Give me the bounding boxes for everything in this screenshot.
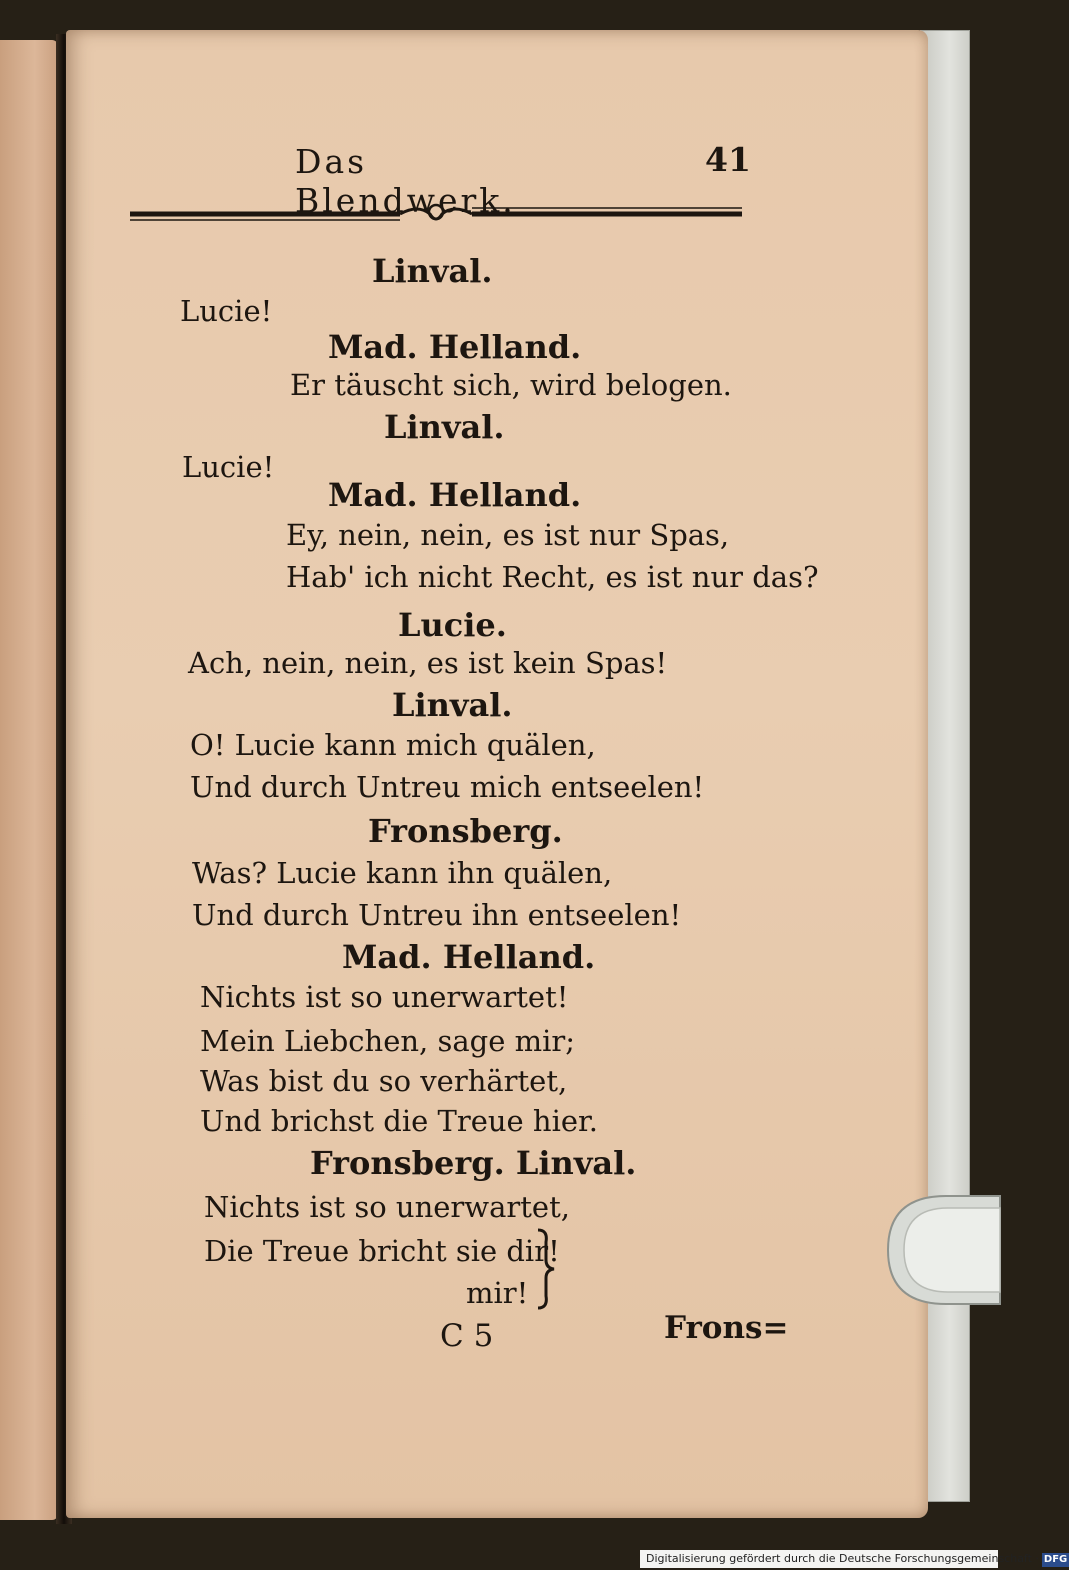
verse-line: Ey, nein, nein, es ist nur Spas, [286, 518, 730, 552]
catchword: Frons= [664, 1310, 789, 1346]
page-number: 41 [705, 140, 751, 179]
verse-line: Nichts ist so unerwartet! [200, 980, 569, 1014]
verse-line: mir! [466, 1276, 529, 1310]
speaker-mad-helland: Mad. Helland. [342, 938, 596, 976]
verse-line: Er täuscht sich, wird belogen. [290, 368, 732, 402]
speaker-fronsberg-linval: Fronsberg. Linval. [310, 1144, 637, 1182]
verse-line: Lucie! [180, 294, 273, 328]
decorative-rule [130, 200, 742, 228]
page-holder-clip [880, 1190, 1000, 1310]
right-brace [534, 1228, 556, 1310]
running-head: Das Blendwerk. [295, 142, 516, 220]
footer-credit [640, 1550, 1068, 1568]
verse-line: Nichts ist so unerwartet, [204, 1190, 570, 1224]
credit-text: Digitalisierung gefördert durch die Deutsche Forschungsgemeinschaft · [646, 1552, 1039, 1565]
speaker-lucie: Lucie. [398, 606, 507, 644]
verse-line: Was? Lucie kann ihn quälen, [192, 856, 613, 890]
left-page-edge [0, 40, 58, 1520]
verse-line: Und brichst die Treue hier. [200, 1104, 598, 1138]
verse-line: Hab' ich nicht Recht, es ist nur das? [286, 560, 819, 594]
dfg-logo-icon: DFG [1043, 1554, 1068, 1565]
speaker-linval: Linval. [384, 408, 505, 446]
verse-line: O! Lucie kann mich quälen, [190, 728, 596, 762]
speaker-fronsberg: Fronsberg. [368, 812, 563, 850]
verse-line: Mein Liebchen, sage mir; [200, 1024, 576, 1058]
verse-line: Und durch Untreu mich entseelen! [190, 770, 705, 804]
speaker-linval: Linval. [392, 686, 513, 724]
speaker-mad-helland: Mad. Helland. [328, 328, 582, 366]
verse-line: Lucie! [182, 450, 275, 484]
verse-line: Ach, nein, nein, es ist kein Spas! [188, 646, 668, 680]
verse-line: Was bist du so verhärtet, [200, 1064, 568, 1098]
speaker-linval: Linval. [372, 252, 493, 290]
verse-line: Die Treue bricht sie dir! [204, 1234, 560, 1268]
signature-mark: C 5 [440, 1318, 494, 1354]
speaker-mad-helland: Mad. Helland. [328, 476, 582, 514]
verse-line: Und durch Untreu ihn entseelen! [192, 898, 682, 932]
